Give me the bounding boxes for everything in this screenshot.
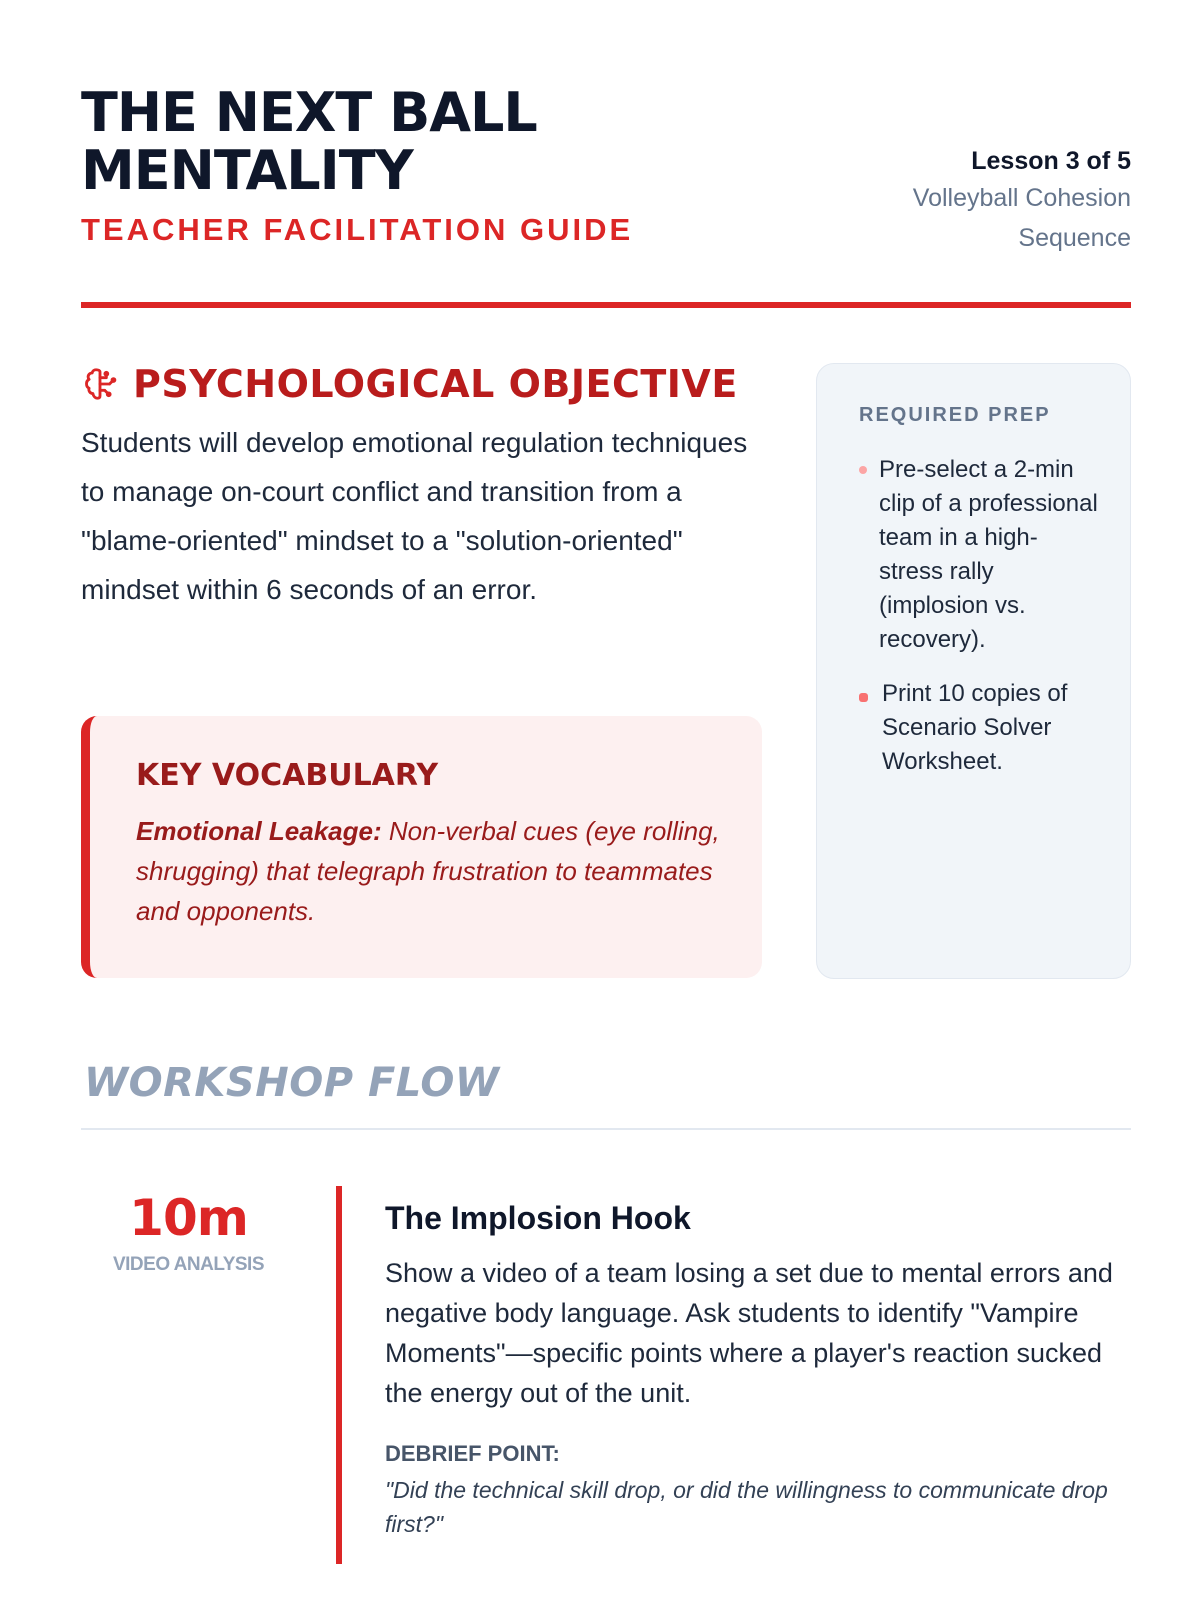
vocabulary-heading: KEY VOCABULARY: [136, 758, 439, 793]
page-header: [81, 81, 1131, 306]
workshop-step: [385, 1200, 1135, 1541]
step-title: The Implosion Hook: [385, 1200, 691, 1236]
step-description: Show a video of a team losing a set due to mental errors and negative body language. Ask students to identify "Vampire Moments"—specific points where a player's reaction sucked the energy out of the unit.: [385, 1258, 1113, 1408]
prep-list: [859, 453, 1100, 779]
objective-text: Students will develop emotional regulation techniques to manage on-court conflict and transition from a "blame-oriented" mindset to a "solution-oriented" mindset within 6 seconds of an error.: [81, 427, 748, 605]
sequence-name: [831, 178, 1131, 258]
workshop-divider: [81, 1128, 1131, 1130]
timeline-bar: [336, 1186, 342, 1564]
vocabulary-definition-text: Non-verbal cues (eye rolling, shrugging) that telegraph frustration to teammates and opponents.: [136, 816, 720, 926]
title-line-2: MENTALITY: [81, 139, 413, 202]
step-duration: 10m: [129, 1189, 248, 1247]
list-item: [859, 677, 1100, 779]
bullet-icon: [859, 466, 867, 474]
vocabulary-definition: [136, 811, 728, 931]
workshop-flow-heading: WORKSHOP FLOW: [84, 1060, 500, 1106]
lesson-number: Lesson 3 of 5: [971, 147, 1131, 175]
guide-subtitle: TEACHER FACILITATION GUIDE: [81, 212, 634, 247]
brain-icon: [81, 365, 119, 403]
objective-heading: [81, 362, 761, 406]
objective-section: [81, 362, 761, 614]
header-divider: [81, 302, 1131, 308]
required-prep-panel: [816, 363, 1131, 979]
sequence-line-1: Volleyball Cohesion: [912, 184, 1131, 212]
prep-item-text: Pre-select a 2-min clip of a professional team in a high-stress rally (implosion vs. recovery).: [879, 456, 1098, 653]
debrief-quote: "Did the technical skill drop, or did the willingness to communicate drop first?": [385, 1477, 1108, 1537]
step-type: VIDEO ANALYSIS: [112, 1254, 265, 1275]
bullet-icon: [859, 693, 868, 702]
list-item: [859, 453, 1100, 657]
step-duration-block: [81, 1188, 296, 1276]
prep-heading: REQUIRED PREP: [859, 404, 1051, 426]
title-line-1: THE NEXT BALL: [81, 81, 537, 144]
vocabulary-term: Emotional Leakage:: [136, 816, 382, 846]
sequence-line-2: Sequence: [1018, 224, 1131, 252]
page-title: [81, 81, 721, 202]
lesson-meta: [831, 144, 1131, 258]
debrief-label: DEBRIEF POINT:: [385, 1441, 560, 1466]
objective-heading-label: PSYCHOLOGICAL OBJECTIVE: [133, 362, 738, 406]
prep-item-text: Print 10 copies of Scenario Solver Worksheet.: [882, 680, 1068, 775]
key-vocabulary-card: [81, 716, 762, 978]
